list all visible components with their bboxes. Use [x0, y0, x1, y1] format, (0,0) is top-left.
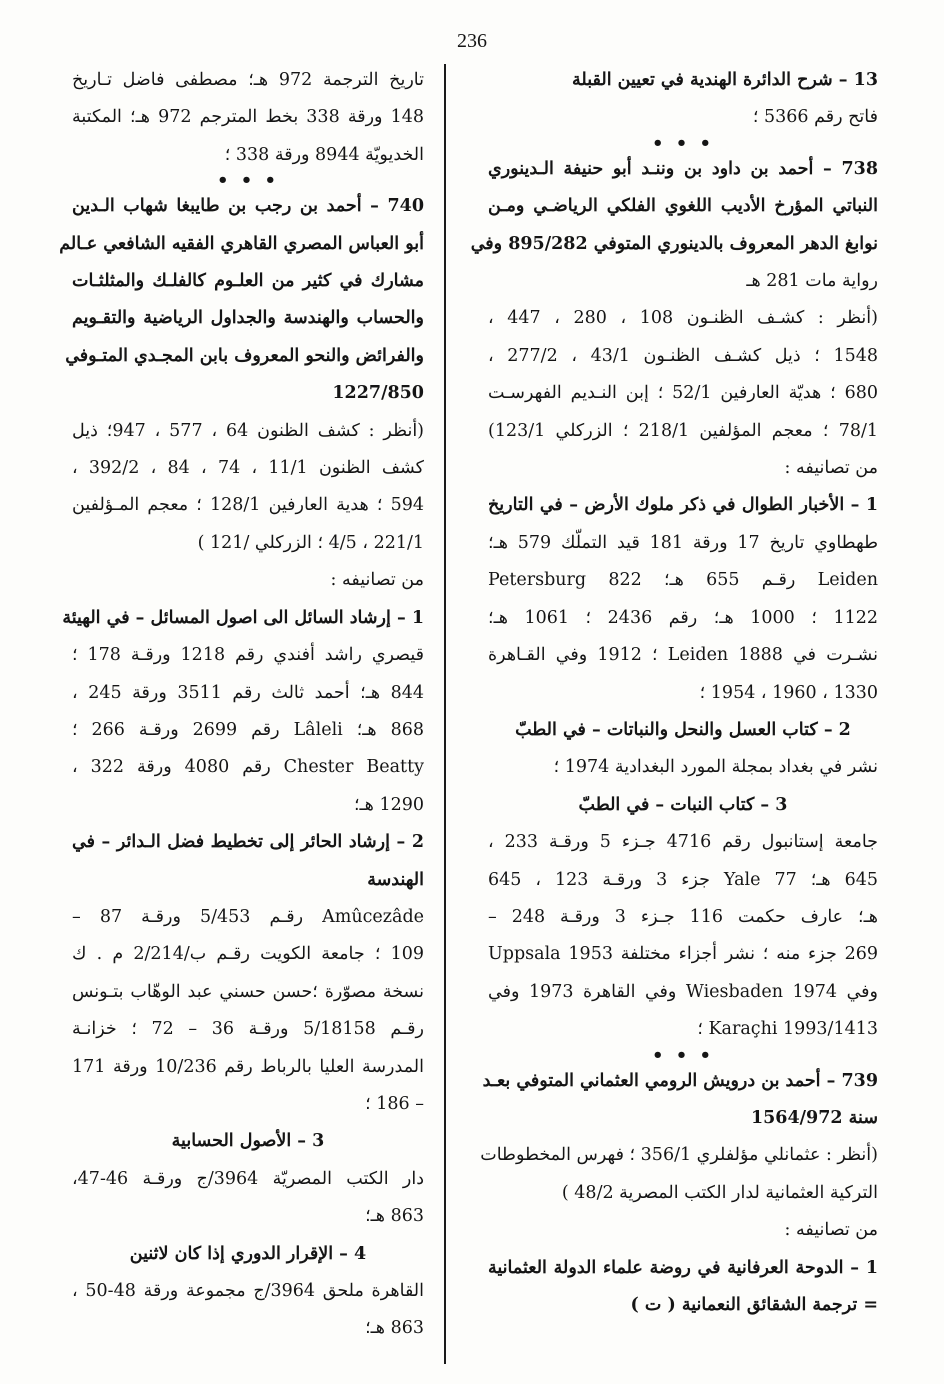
text-line: نشـرت في Leiden 1888 ؛ 1912 وفي القـاهرة	[488, 645, 878, 666]
left-column	[59, 62, 425, 1348]
entry-heading-line: 2 – كتاب العسل والنحل والنباتات – في الطبّ	[515, 719, 851, 740]
text-line: 1290 هـ؛	[353, 794, 424, 815]
text-line: 148 ورقة 338 بخط المترجم 972 هـ؛ المكتبة	[72, 107, 424, 128]
text-line: (أنظر : كشـف الظنـون 108 ، 280 ، 447 ،	[488, 308, 878, 329]
text-line: 844 هـ؛ أحمد ثالث رقم 3511 ورقة 245 ،	[72, 682, 424, 703]
entry-heading-line: 3 – كتاب النبات – في الطبّ	[578, 794, 788, 815]
column-divider	[444, 64, 446, 1364]
entry-heading-line: 4 – الإقرار الدوري إذا كان لاثنين	[129, 1243, 367, 1264]
entry-heading-line: مشارك في كثير من العلـوم كالفلـك والمثلثـات	[72, 271, 424, 292]
text-line: 1548 ؛ ذيل كشـف الظنـون 43/1 ، 277/2 ،	[488, 345, 878, 366]
text-line: نشر في بغداد بمجلة المورد البغدادية 1974 ؛	[553, 757, 878, 778]
text-line: تاريخ الترجمة 972 هـ؛ مصطفى فاضل تـاريخ	[72, 70, 424, 90]
entry-heading-line: 1 – الأخبار الطوال في ذكر ملوك الأرض – في التاريخ	[488, 495, 878, 516]
text-line: 863 هـ؛	[365, 1318, 424, 1339]
right-column	[470, 62, 879, 1324]
text-line: من تصانيفه :	[784, 458, 878, 479]
entry-heading-line: 1 – إرشاد السائل الى اصول المسائل – في الهيئة	[62, 607, 424, 628]
entry-heading-line: 739 – أحمد بن درويش الرومي العثماني المتوفي بعـد	[482, 1070, 878, 1091]
text-line: 594 ؛ هدية العارفين 128/1 ؛ معجم المـؤلفين	[72, 495, 424, 516]
entry-heading-line: 13 – شرح الدائرة الهندية في تعيين القبلة	[572, 70, 878, 90]
text-line: 221/1 ، 4/5 ؛ الزركلي /121 )	[197, 532, 424, 553]
text-line: كشف الظنون 11/1 ، 74 ، 84 ، 392/2 ،	[72, 458, 424, 479]
text-line: رقـم 5/18158 ورقـة 36 – 72 ؛ خزانـة	[72, 1019, 424, 1040]
entry-heading-line: = ترجمة الشقائق النعمانية ( ت )	[630, 1295, 878, 1315]
text-line: فاتح رقم 5366 ؛	[752, 107, 878, 128]
text-line: 78/1 ؛ معجم المؤلفين 218/1 ؛ الزركلي 123/1)	[488, 420, 878, 441]
text-line: دار الكتب المصريّة 3964/ج ورقـة 46-47،	[72, 1168, 424, 1189]
text-line: رواية مات 281 هـ	[746, 271, 878, 292]
text-line: 1330 ، 1960 ، 1954 ؛	[699, 682, 878, 703]
text-line: 680 ؛ هديّة العارفين 52/1 ؛ إبن النـديم الفهرسـت	[488, 383, 879, 404]
text-line: الخديويّة 8944 ورقة 338 ؛	[224, 144, 424, 165]
text-line: التركية العثمانية لدار الكتب المصرية 48/2 )	[561, 1182, 878, 1203]
entry-heading-line: نوابغ الدهر المعروف بالدينوري المتوفي 895/282 وفي	[470, 233, 878, 254]
text-line: Leiden رقـم 655 هـ؛ 822 Petersburg	[488, 570, 878, 591]
text-line: من تصانيفه :	[784, 1220, 878, 1241]
text-line: نسخة مصوّرة ؛حسن حسني عبد الوهّاب بتـونس	[72, 981, 424, 1002]
entry-heading-line: 1227/850	[332, 383, 424, 404]
entry-heading-line: والحساب والهندسة والجداول الرياضية والتقـويم	[72, 308, 424, 329]
text-line: Karaçhi 1993/1413 ؛	[697, 1019, 878, 1040]
text-line: 868 هـ؛ Lâleli رقم 2699 ورقـة 266 ؛	[72, 719, 425, 740]
text-line: 863 هـ؛	[365, 1206, 424, 1227]
text-line: 645 هـ؛ Yale 77 جزء 3 ورقـة 123 ، 645	[488, 869, 878, 890]
text-line: طهطاوي تاريخ 17 ورقة 181 قيد التملّك 579 هـ؛	[488, 532, 878, 553]
text-line: (أنظر : كشف الظنون 64 ، 577 ، 947؛ ذيل	[72, 420, 425, 441]
entry-heading-line: سنة 1564/972	[750, 1107, 878, 1128]
text-line: 109 ؛ جامعة الكويت رقـم ب/2/214 م . ك	[72, 944, 424, 965]
text-line: (أنظر : عثمانلي مؤلفلري 356/1 ؛ فهرس المخطوطات	[480, 1145, 878, 1166]
text-line: Amûcezâde رقـم 5/453 ورقـة 87 –	[72, 906, 424, 927]
entry-separator: • • •	[216, 170, 280, 192]
entry-heading-line: 1 – الدوحة العرفانية في روضة علماء الدولة العثمانية	[488, 1257, 878, 1278]
entry-heading-line: الهندسة	[367, 869, 424, 890]
text-line: 269 جزء منه ؛ نشر أجزاء مختلفة Uppsala 1953	[488, 944, 878, 965]
text-line: جامعة إستانبول رقم 4716 جـزء 5 ورقـة 233 ،	[488, 832, 878, 853]
text-line: المدرسة العليا بالرباط رقم 10/236 ورقة 171	[72, 1056, 424, 1077]
page-number: 236	[457, 30, 487, 52]
text-line: وفي Wiesbaden 1974 وفي القاهرة 1973 وفي	[488, 981, 878, 1002]
text-line: هـ؛ عارف حكمت 116 جـزء 3 ورقـة 248 –	[488, 906, 878, 927]
text-line: القاهرة ملحق 3964/ج مجموعة ورقة 48-50 ،	[72, 1281, 424, 1301]
entry-heading-line: والفرائض والنحو المعروف بابن المجـدي المتـوفي	[65, 345, 424, 366]
entry-heading-line: 738 – أحمد بن داود بن وننـد أبو حنيفة الـدينوري	[488, 158, 878, 179]
entry-heading-line: النباتي المؤرخ الأديب اللغوي الفلكي الرياضـي ومـن	[488, 196, 878, 217]
text-line: من تصانيفه :	[330, 570, 424, 591]
entry-heading-line: 740 – أحمد بن رجب بن طايبغا شهاب الـدين	[72, 196, 424, 217]
entry-separator: • • •	[651, 132, 715, 154]
entry-heading-line: 2 – إرشاد الحائر إلى تخطيط فضل الـدائر – في	[72, 832, 424, 853]
text-line: 1122 ؛ 1000 هـ؛ رقم 2436 ؛ 1061 هـ؛	[488, 607, 878, 628]
entry-separator: • • •	[651, 1044, 715, 1066]
text-line: – 186 ؛	[365, 1093, 424, 1114]
entry-heading-line: أبو العباس المصري القاهري الفقيه الشافعي عـالم	[59, 233, 424, 254]
entry-heading-line: 3 – الأصول الحسابية	[171, 1131, 325, 1152]
text-line: قيصري راشد أفندي رقم 1218 ورقـة 178 ؛	[72, 645, 424, 666]
text-line: Chester Beatty رقم 4080 ورقة 322 ،	[72, 757, 424, 778]
